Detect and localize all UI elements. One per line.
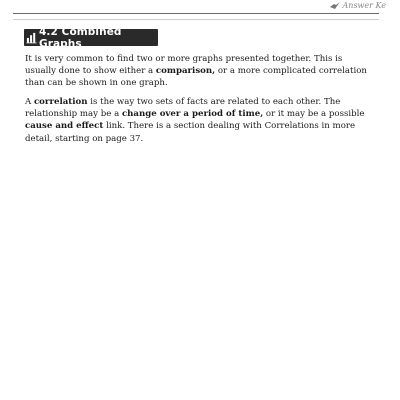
section-heading-text: 4.2 Combined Graphs [38,25,122,50]
p2-text-e: or it may be a possible [263,109,365,120]
p2-term-correlation: correlation [33,97,88,107]
paragraph-correlation [25,96,373,145]
p2-term-change-over-time: change over a period of time, [121,109,264,120]
header-rule [13,13,379,14]
running-head [330,1,386,10]
header-rule-secondary [13,19,379,20]
running-head-text: Answer Ke [342,1,386,10]
bird-icon [330,2,340,10]
p2-text-c: is the way two sets of facts are related to each other. The relationship may be a [25,97,341,120]
p1-text-a: It is very common to find two or more graphs presented together. This is usually done to show either a [25,54,343,77]
p2-text-g: link. There is a section dealing with Correlations in more detail, starting on page 37. [25,121,356,144]
p2-term-cause-and-effect: cause and effect [25,121,104,132]
p1-text-c: or a more complicated correlation than can be shown in one graph. [25,66,367,89]
paragraph-combined-graphs [25,53,373,90]
section-marker-icon [26,31,38,44]
p2-text-a: A [25,97,34,107]
section-heading [24,25,158,50]
p1-term-comparison: comparison, [155,66,216,77]
